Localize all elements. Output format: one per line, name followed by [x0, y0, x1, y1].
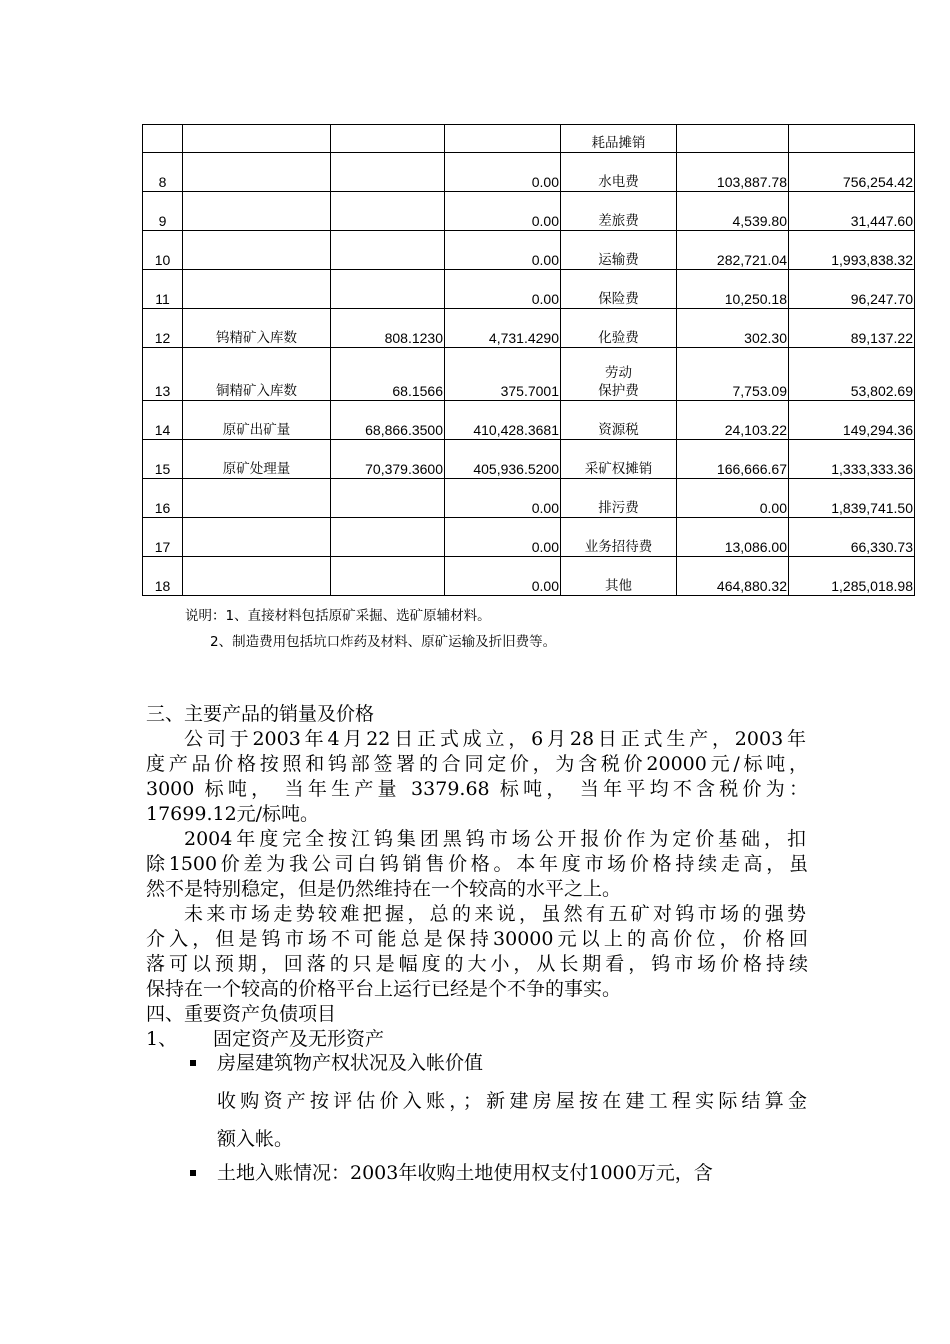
month-qty: 70,379.3600: [331, 440, 445, 479]
note-1: 说明：1、直接材料包括原矿采掘、选矿原辅材料。: [185, 608, 491, 624]
year-amount: 1,333,333.36: [789, 440, 915, 479]
table-row: [143, 518, 915, 557]
table-row: [143, 309, 915, 348]
year-qty: 410,428.3681: [445, 401, 561, 440]
month-amount: 24,103.22: [677, 401, 789, 440]
year-amount: 89,137.22: [789, 309, 915, 348]
year-amount: [789, 125, 915, 153]
year-amount: 1,285,018.98: [789, 557, 915, 596]
fee-name: 资源税: [561, 401, 677, 440]
row-number: 16: [143, 479, 183, 518]
bullet-title: 房屋建筑物产权状况及入帐价值: [217, 1052, 484, 1074]
year-amount: 756,254.42: [789, 153, 915, 192]
item-name: [183, 192, 331, 231]
row-number: 18: [143, 557, 183, 596]
para-line: 落可以预期，回落的只是幅度的大小，从长期看，钨市场价格持续: [146, 953, 808, 975]
year-qty: 0.00: [445, 479, 561, 518]
year-amount: 149,294.36: [789, 401, 915, 440]
para-line: 公司于2003年4月22日正式成立，6月28日正式生产，2003年: [184, 728, 806, 750]
item-name: [183, 557, 331, 596]
year-amount: 1,993,838.32: [789, 231, 915, 270]
item-name: [183, 479, 331, 518]
bullet-body-line: 收购资产按评估价入账，；新建房屋按在建工程实际结算金: [217, 1090, 807, 1112]
month-qty: [331, 479, 445, 518]
para-line: 2004年度完全按江钨集团黑钨市场公开报价作为定价基础，扣: [184, 828, 806, 850]
fee-name: 劳动 保护费: [561, 348, 677, 401]
bullet-body-line: 额入帐。: [217, 1128, 294, 1150]
item-name: 铜精矿入库数: [183, 348, 331, 401]
year-amount: 96,247.70: [789, 270, 915, 309]
month-amount: 7,753.09: [677, 348, 789, 401]
month-qty: [331, 557, 445, 596]
para-line: 未来市场走势较难把握，总的来说，虽然有五矿对钨市场的强势: [184, 903, 806, 925]
row-number: 12: [143, 309, 183, 348]
table-row: [143, 401, 915, 440]
table-row: [143, 125, 915, 153]
para-line: 度产品价格按照和钨部签署的合同定价，为含税价20000元/标吨，: [146, 753, 808, 775]
section3-heading: 三、主要产品的销量及价格: [146, 703, 375, 725]
year-qty: 375.7001: [445, 348, 561, 401]
para-line: 保持在一个较高的价格平台上运行已经是个不争的事实。: [146, 978, 622, 1000]
month-qty: [331, 231, 445, 270]
month-amount: 4,539.80: [677, 192, 789, 231]
year-qty: 0.00: [445, 231, 561, 270]
month-qty: 808.1230: [331, 309, 445, 348]
month-amount: 13,086.00: [677, 518, 789, 557]
table-row: [143, 231, 915, 270]
row-number: 14: [143, 401, 183, 440]
item-name: [183, 125, 331, 153]
row-number: [143, 125, 183, 153]
month-qty: [331, 125, 445, 153]
month-amount: 0.00: [677, 479, 789, 518]
row-number: 9: [143, 192, 183, 231]
month-amount: [677, 125, 789, 153]
table-row: [143, 348, 915, 401]
row-number: 8: [143, 153, 183, 192]
month-amount: 464,880.32: [677, 557, 789, 596]
month-qty: 68,866.3500: [331, 401, 445, 440]
month-amount: 282,721.04: [677, 231, 789, 270]
section4-heading: 四、重要资产负债项目: [146, 1003, 337, 1025]
item-name: [183, 153, 331, 192]
year-qty: 0.00: [445, 518, 561, 557]
fee-name: 保险费: [561, 270, 677, 309]
year-amount: 66,330.73: [789, 518, 915, 557]
year-qty: 0.00: [445, 192, 561, 231]
month-amount: 302.30: [677, 309, 789, 348]
month-qty: 68.1566: [331, 348, 445, 401]
bullet-icon: [190, 1170, 196, 1176]
para-line: 然不是特别稳定，但是仍然维持在一个较高的水平之上。: [146, 878, 622, 900]
month-qty: [331, 270, 445, 309]
table-row: [143, 557, 915, 596]
item-name: [183, 270, 331, 309]
bullet-icon: [190, 1060, 196, 1066]
year-qty: 4,731.4290: [445, 309, 561, 348]
month-qty: [331, 192, 445, 231]
item-name: 原矿处理量: [183, 440, 331, 479]
fee-name: 水电费: [561, 153, 677, 192]
table-row: [143, 440, 915, 479]
item-name: 原矿出矿量: [183, 401, 331, 440]
para-line: 除1500价差为我公司白钨销售价格。本年度市场价格持续走高，虽: [146, 853, 808, 875]
subsection-title: 固定资产及无形资产: [213, 1028, 385, 1050]
fee-name: 运输费: [561, 231, 677, 270]
row-number: 11: [143, 270, 183, 309]
fee-name: 差旅费: [561, 192, 677, 231]
month-amount: 10,250.18: [677, 270, 789, 309]
year-qty: 0.00: [445, 153, 561, 192]
year-qty: 405,936.5200: [445, 440, 561, 479]
fee-name: 化验费: [561, 309, 677, 348]
bullet-text: 土地入账情况：2003年收购土地使用权支付1000万元，含: [217, 1162, 713, 1184]
fee-name: 业务招待费: [561, 518, 677, 557]
note-2: 2、制造费用包括坑口炸药及材料、原矿运输及折旧费等。: [210, 634, 557, 650]
fee-name: 耗品摊销: [561, 125, 677, 153]
fee-name: 排污费: [561, 479, 677, 518]
year-amount: 31,447.60: [789, 192, 915, 231]
row-number: 10: [143, 231, 183, 270]
row-number: 17: [143, 518, 183, 557]
cost-table: [142, 124, 915, 596]
year-amount: 1,839,741.50: [789, 479, 915, 518]
year-qty: 0.00: [445, 557, 561, 596]
fee-name: 采矿权摊销: [561, 440, 677, 479]
month-qty: [331, 153, 445, 192]
item-name: [183, 518, 331, 557]
fee-name: 其他: [561, 557, 677, 596]
month-amount: 166,666.67: [677, 440, 789, 479]
para-line: 17699.12元/标吨。: [146, 803, 320, 825]
row-number: 15: [143, 440, 183, 479]
table-row: [143, 270, 915, 309]
month-qty: [331, 518, 445, 557]
table-row: [143, 153, 915, 192]
item-name: 钨精矿入库数: [183, 309, 331, 348]
subsection-number: 1、: [146, 1028, 178, 1050]
item-name: [183, 231, 331, 270]
para-line: 介入，但是钨市场不可能总是保持30000元以上的高价位，价格回: [146, 928, 808, 950]
table-row: [143, 192, 915, 231]
year-amount: 53,802.69: [789, 348, 915, 401]
row-number: 13: [143, 348, 183, 401]
year-qty: 0.00: [445, 270, 561, 309]
table-row: [143, 479, 915, 518]
month-amount: 103,887.78: [677, 153, 789, 192]
para-line: 3000 标吨， 当年生产量 3379.68 标吨， 当年平均不含税价为：: [146, 778, 808, 800]
year-qty: [445, 125, 561, 153]
